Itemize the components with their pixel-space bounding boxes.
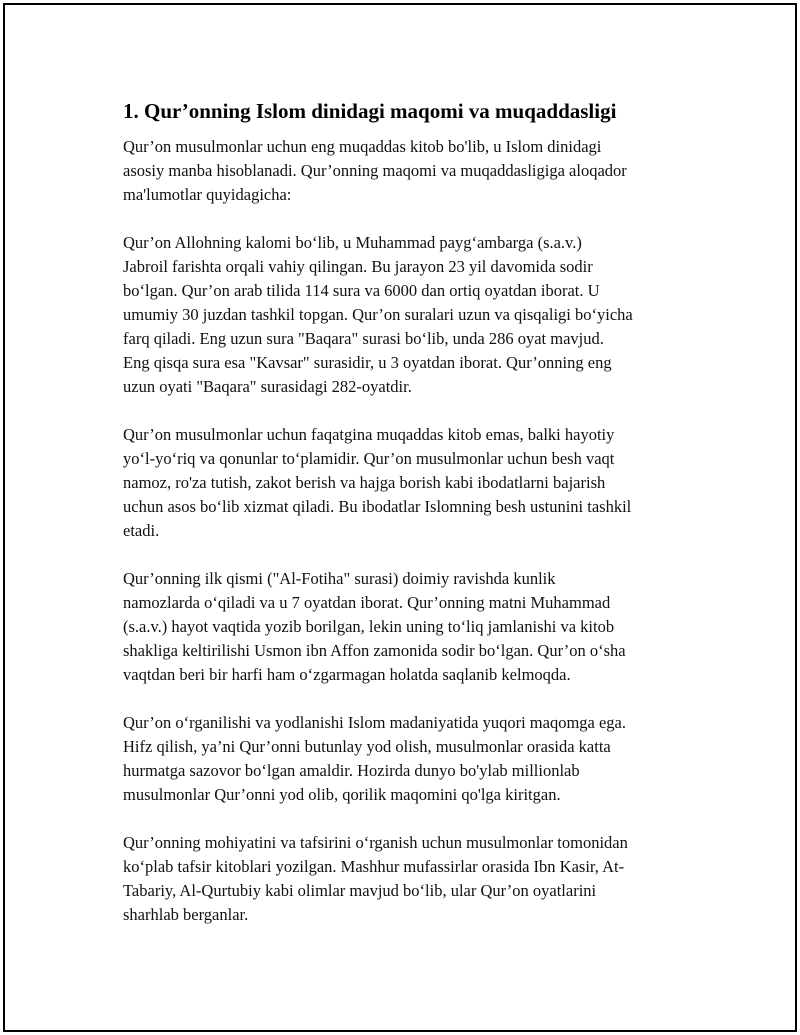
paragraph-line: Eng qisqa sura esa "Kavsar" surasidir, u 3 oyatdan iborat. Qur’onning eng — [123, 353, 612, 372]
paragraph-line: bo‘lgan. Qur’on arab tilida 114 sura va 6000 dan ortiq oyatdan iborat. U — [123, 281, 600, 300]
paragraph-line: Qur’onning mohiyatini va tafsirini o‘rganish uchun musulmonlar tomonidan — [123, 833, 628, 852]
document-body — [123, 97, 693, 951]
paragraph-line: etadi. — [123, 521, 160, 540]
paragraph-line: hurmatga sazovor bo‘lgan amaldir. Hozirda dunyo bo'ylab millionlab — [123, 761, 580, 780]
paragraph-line: uzun oyati "Baqara" surasidagi 282-oyatdir. — [123, 377, 412, 396]
paragraph-line: uchun asos bo‘lib xizmat qiladi. Bu ibodatlar Islomning besh ustunini tashkil — [123, 497, 632, 516]
paragraph-line: Qur’on musulmonlar uchun eng muqaddas kitob bo'lib, u Islom dinidagi — [123, 137, 602, 156]
paragraph-line: umumiy 30 juzdan tashkil topgan. Qur’on suralari uzun va qisqaligi bo‘yicha — [123, 305, 633, 324]
section-heading: 1. Qur’onning Islom dinidagi maqomi va muqaddasligi — [123, 99, 617, 123]
paragraph-tafsir — [123, 831, 693, 927]
paragraph-line: farq qiladi. Eng uzun sura "Baqara" surasi bo‘lib, unda 286 oyat mavjud. — [123, 329, 604, 348]
paragraph-line: Tabariy, Al-Qurtubiy kabi olimlar mavjud bo‘lib, ular Qur’on oyatlarini — [123, 881, 597, 900]
paragraph-line: Qur’onning ilk qismi ("Al-Fotiha" surasi) doimiy ravishda kunlik — [123, 569, 556, 588]
paragraph-fotiha — [123, 567, 693, 687]
paragraph-line: yo‘l-yo‘riq va qonunlar to‘plamidir. Qur’on musulmonlar uchun besh vaqt — [123, 449, 615, 468]
paragraph-revelation — [123, 231, 693, 399]
paragraph-line: musulmonlar Qur’onni yod olib, qorilik maqomini qo'lga kiritgan. — [123, 785, 561, 804]
paragraph-line: namoz, ro'za tutish, zakot berish va hajga borish kabi ibodatlarni bajarish — [123, 473, 606, 492]
paragraph-line: Qur’on musulmonlar uchun faqatgina muqaddas kitob emas, balki hayotiy — [123, 425, 615, 444]
page-frame — [3, 3, 797, 1032]
paragraph-line: namozlarda o‘qiladi va u 7 oyatdan iborat. Qur’onning matni Muhammad — [123, 593, 611, 612]
paragraph-line: Qur’on o‘rganilishi va yodlanishi Islom madaniyatida yuqori maqomga ega. — [123, 713, 626, 732]
paragraph-line: ma'lumotlar quyidagicha: — [123, 185, 292, 204]
paragraph-line: (s.a.v.) hayot vaqtida yozib borilgan, lekin uning to‘liq jamlanishi va kitob — [123, 617, 615, 636]
paragraph-hifz — [123, 711, 693, 807]
paragraph-line: ko‘plab tafsir kitoblari yozilgan. Mashhur mufassirlar orasida Ibn Kasir, At- — [123, 857, 625, 876]
paragraph-line: Jabroil farishta orqali vahiy qilingan. Bu jarayon 23 yil davomida sodir — [123, 257, 593, 276]
paragraph-intro — [123, 135, 693, 207]
paragraph-line: shakliga keltirilishi Usmon ibn Affon zamonida sodir bo‘lgan. Qur’on o‘sha — [123, 641, 626, 660]
paragraph-guidance — [123, 423, 693, 543]
paragraph-line: vaqtdan beri bir harfi ham o‘zgarmagan holatda saqlanib kelmoqda. — [123, 665, 571, 684]
paragraph-line: Hifz qilish, ya’ni Qur’onni butunlay yod olish, musulmonlar orasida katta — [123, 737, 611, 756]
paragraph-line: sharhlab berganlar. — [123, 905, 249, 924]
paragraph-line: asosiy manba hisoblanadi. Qur’onning maqomi va muqaddasligiga aloqador — [123, 161, 627, 180]
paragraph-line: Qur’on Allohning kalomi bo‘lib, u Muhammad payg‘ambarga (s.a.v.) — [123, 233, 582, 252]
